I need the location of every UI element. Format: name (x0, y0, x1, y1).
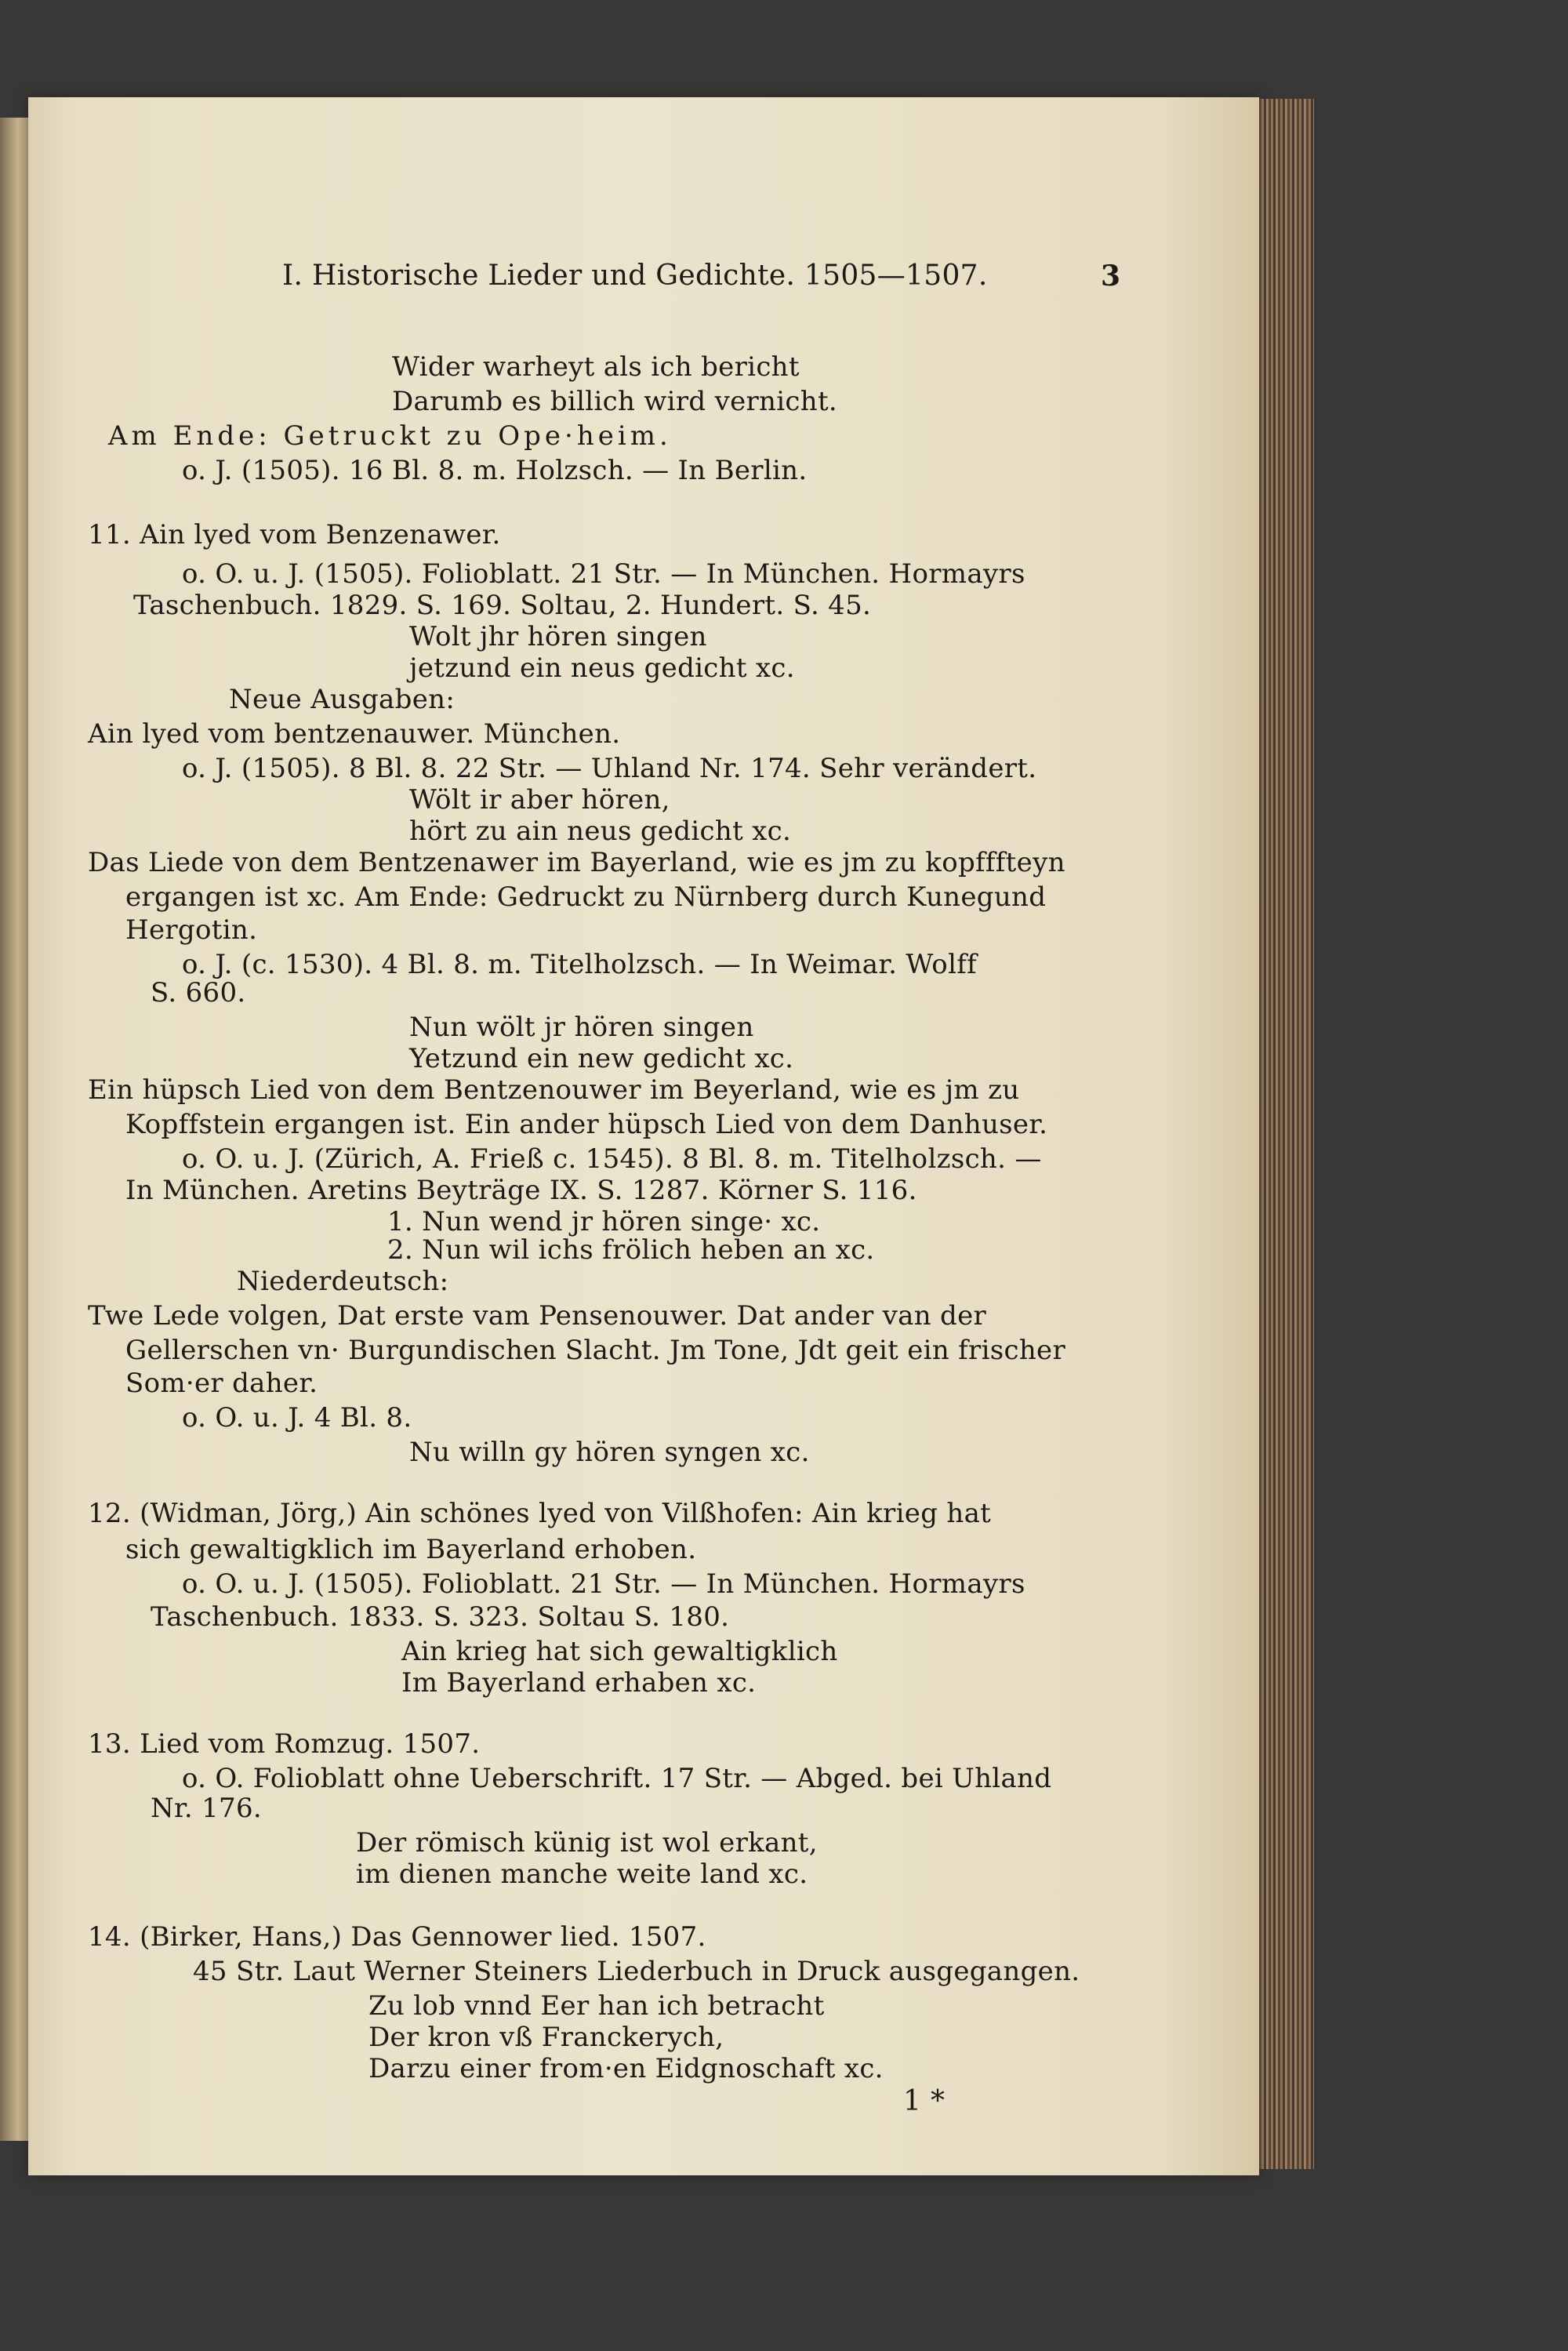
text-line: Ein hüpsch Lied von dem Bentzenouwer im Beyerland, wie es jm zu (88, 1074, 1020, 1106)
text-line: Ain lyed vom bentzenauwer. München. (88, 718, 621, 750)
text-line: 12. (Widman, Jörg,) Ain schönes lyed von Vilßhofen: Ain krieg hat (88, 1498, 992, 1529)
text-line: Yetzund ein new gedicht xc. (409, 1043, 794, 1074)
text-line: Der römisch künig ist wol erkant, (356, 1827, 818, 1859)
text-line: ergangen ist xc. Am Ende: Gedruckt zu Nürnberg durch Kunegund (125, 881, 1047, 913)
text-line: Hergotin. (125, 914, 258, 946)
text-line: Niederdeutsch: (237, 1266, 449, 1297)
text-line: Neue Ausgaben: (229, 684, 456, 715)
text-line: Taschenbuch. 1833. S. 323. Soltau S. 180. (151, 1601, 730, 1633)
text-line: Zu lob vnnd Eer han ich betracht (368, 1990, 825, 2022)
text-line: Nr. 176. (151, 1793, 262, 1824)
text-line: Nu willn gy hören syngen xc. (409, 1437, 810, 1468)
text-line: o. O. u. J. (1505). Folioblatt. 21 Str. — In München. Hormayrs (182, 558, 1025, 590)
text-line: Kopffstein ergangen ist. Ein ander hüpsch Lied von dem Danhuser. (125, 1109, 1048, 1140)
text-line: Wolt jhr hören singen (409, 621, 707, 652)
text-line: o. O. u. J. 4 Bl. 8. (182, 1402, 412, 1433)
text-line: 1. Nun wend jr hören singe· xc. (387, 1206, 821, 1237)
text-line: sich gewaltigklich im Bayerland erhoben. (125, 1534, 697, 1565)
text-line: Am Ende: Getruckt zu Ope·heim. (108, 420, 672, 452)
text-line: In München. Aretins Beyträge IX. S. 1287. Körner S. 116. (125, 1175, 917, 1206)
text-line: o. O. u. J. (Zürich, A. Frieß c. 1545). 8 Bl. 8. m. Titelholzsch. — (182, 1143, 1042, 1175)
text-line: o. O. Folioblatt ohne Ueberschrift. 17 Str. — Abged. bei Uhland (182, 1763, 1052, 1794)
text-line: hört zu ain neus gedicht xc. (409, 816, 792, 847)
text-line: 13. Lied vom Romzug. 1507. (88, 1728, 481, 1760)
text-line: Im Bayerland erhaben xc. (401, 1667, 757, 1699)
page-number: 3 (1101, 260, 1121, 293)
text-line: Darzu einer from·en Eidgnoschaft xc. (368, 2053, 884, 2084)
text-line: 45 Str. Laut Werner Steiners Liederbuch in Druck ausgegangen. (193, 1956, 1080, 1987)
text-line: im dienen manche weite land xc. (356, 1859, 808, 1890)
text-line: Ain krieg hat sich gewaltigklich (401, 1636, 838, 1667)
text-line: jetzund ein neus gedicht xc. (409, 652, 795, 684)
text-line: o. J. (1505). 8 Bl. 8. 22 Str. — Uhland Nr. 174. Sehr verändert. (182, 753, 1037, 784)
signature-mark: 1 * (903, 2085, 946, 2117)
text-line: 2. Nun wil ichs frölich heben an xc. (387, 1234, 875, 1266)
text-line: Darumb es billich wird vernicht. (392, 386, 838, 417)
text-line: Das Liede von dem Bentzenawer im Bayerland, wie es jm zu kopfffteyn (88, 847, 1065, 878)
text-line: 14. (Birker, Hans,) Das Gennower lied. 1507. (88, 1921, 706, 1953)
text-line: Der kron vß Franckerych, (368, 2022, 724, 2053)
text-line: o. J. (c. 1530). 4 Bl. 8. m. Titelholzsch. — In Weimar. Wolff (182, 949, 978, 980)
text-line: 11. Ain lyed vom Benzenawer. (88, 519, 501, 551)
text-line: Taschenbuch. 1829. S. 169. Soltau, 2. Hundert. S. 45. (133, 590, 872, 621)
running-header: I. Historische Lieder und Gedichte. 1505—1507. (282, 260, 988, 292)
text-line: o. O. u. J. (1505). Folioblatt. 21 Str. — In München. Hormayrs (182, 1568, 1025, 1600)
text-line: Gellerschen vn· Burgundischen Slacht. Jm Tone, Jdt geit ein frischer (125, 1335, 1066, 1366)
text-line: Wölt ir aber hören, (409, 784, 670, 816)
text-line: o. J. (1505). 16 Bl. 8. m. Holzsch. — In Berlin. (182, 455, 808, 486)
facing-page-edge (0, 118, 30, 2141)
text-line: S. 660. (151, 977, 246, 1008)
text-line: Wider warheyt als ich bericht (392, 351, 800, 383)
text-line: Twe Lede volgen, Dat erste vam Pensenouwer. Dat ander van der (88, 1300, 987, 1332)
text-line: Som·er daher. (125, 1368, 318, 1399)
page-block-edge (1259, 99, 1314, 2169)
text-line: Nun wölt jr hören singen (409, 1012, 754, 1043)
